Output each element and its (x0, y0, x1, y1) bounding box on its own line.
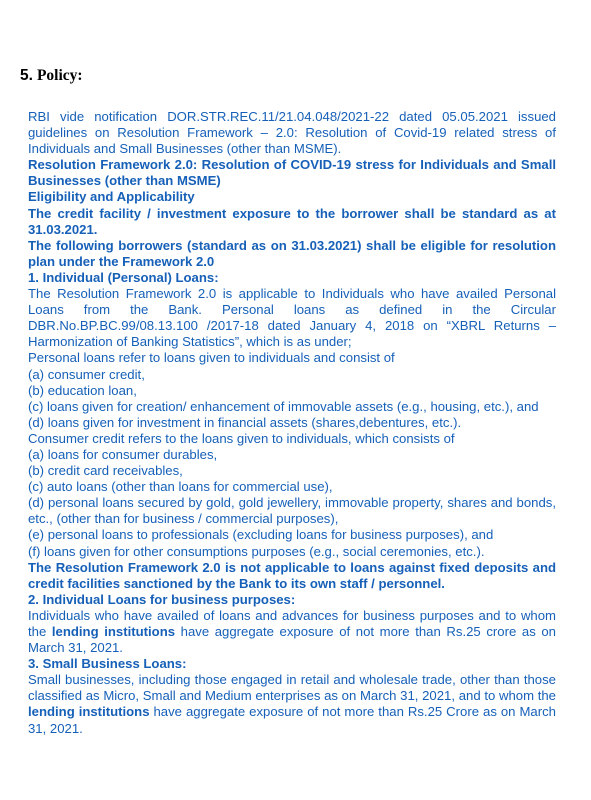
list-item: (e) personal loans to professionals (excluding loans for business purposes), and (28, 527, 494, 543)
section-number: 5. (20, 67, 33, 84)
list-item: (d) loans given for investment in financial assets (shares,debentures, etc.). (28, 414, 462, 430)
section1-heading: 1. Individual (Personal) Loans: (28, 269, 219, 285)
list-item: (a) consumer credit, (28, 366, 145, 382)
list-item: (c) auto loans (other than loans for commercial use), (28, 479, 333, 495)
section2-text (28, 608, 556, 656)
list-item: (a) loans for consumer durables, (28, 446, 218, 462)
list-item: (c) loans given for creation/ enhancement of immovable assets (e.g., housing, etc.), and (28, 398, 539, 414)
framework-title: Resolution Framework 2.0: Resolution of COVID-19 stress for Individuals and Small Businesses (other than MSME) (28, 157, 556, 189)
section2-heading: 2. Individual Loans for business purposes: (28, 591, 296, 607)
policy-body (28, 109, 556, 737)
lending-institutions-term: lending institutions (28, 704, 150, 720)
eligible-borrowers: The following borrowers (standard as on 31.03.2021) shall be eligible for resolution plan under the Framework 2.0 (28, 237, 556, 269)
intro-paragraph: RBI vide notification DOR.STR.REC.11/21.04.048/2021-22 dated 05.05.2021 issued guidelines on Resolution Framework – 2.0: Resolution of Covid-19 related stress of Individuals and Small Businesses (other than MSME). (28, 109, 556, 157)
section3-text (28, 672, 556, 736)
section-heading (20, 67, 83, 85)
list-item: (b) credit card receivables, (28, 463, 183, 479)
consumer-credit-definition: Consumer credit refers to the loans given to individuals, which consists of (28, 430, 455, 446)
lending-institutions-term: lending institutions (51, 624, 176, 639)
not-applicable-note: The Resolution Framework 2.0 is not applicable to loans against fixed deposits and credit facilities sanctioned by the Bank to its own staff / personnel. (28, 559, 556, 591)
section-title: Policy: (36, 67, 83, 84)
section3-text-start: Small businesses, including those engaged in retail and wholesale trade, other than those classified as Micro, Small and Medium enterprises as on March 31, 2021, and to whom the (28, 672, 556, 704)
section3-text-end: have aggregate exposure of not more than Rs.25 Crore as on March 31, 2021. (28, 704, 556, 736)
list-item: (b) education loan, (28, 382, 137, 398)
section2-text-start: Individuals who have availed of loans and advances for business purposes and to whom the (28, 607, 556, 639)
standard-condition: The credit facility / investment exposure to the borrower shall be standard as at 31.03.2021. (28, 205, 556, 237)
section2-text-end: have aggregate exposure of not more than Rs.25 crore as on March 31, 2021. (28, 624, 556, 656)
section1-text: The Resolution Framework 2.0 is applicable to Individuals who have availed Personal Loans from the Bank. Personal loans as defined in the Circular DBR.No.BP.BC.99/08.13.100 /2017-18 dated January 4, 2018 on “XBRL Returns – Harmonization of Banking Statistics”, which is as under; (28, 286, 556, 350)
section3-heading: 3. Small Business Loans: (28, 656, 187, 672)
list-item: (d) personal loans secured by gold, gold jewellery, immovable property, shares and bonds, etc., (other than for business / commercial purposes), (28, 495, 556, 527)
personal-loans-definition: Personal loans refer to loans given to individuals and consist of (28, 350, 395, 366)
list-item: (f) loans given for other consumptions purposes (e.g., social ceremonies, etc.). (28, 543, 485, 559)
eligibility-heading: Eligibility and Applicability (28, 189, 195, 205)
